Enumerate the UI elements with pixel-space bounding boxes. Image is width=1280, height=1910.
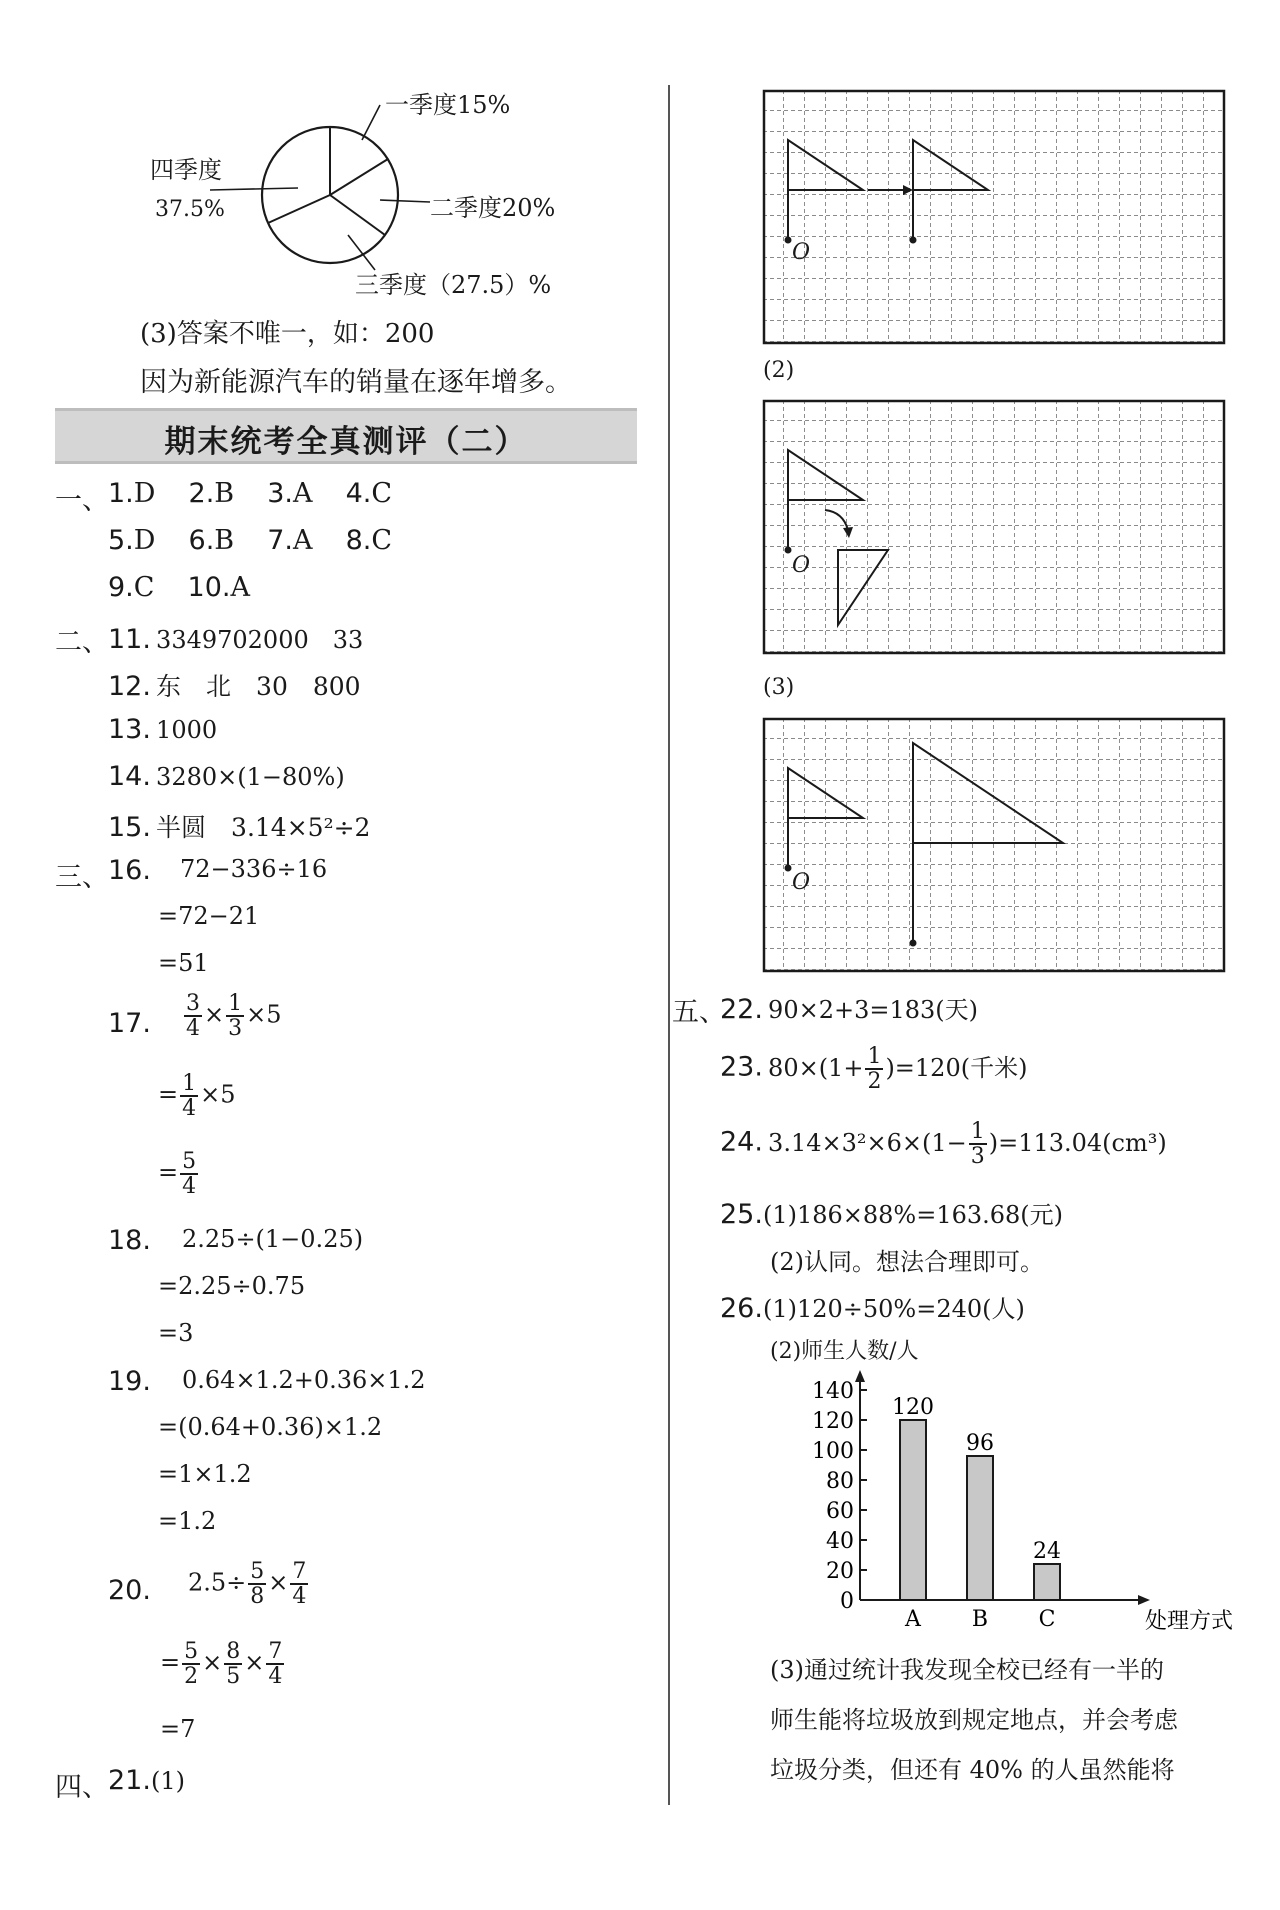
- answer: (1)186×88%=163.68(元): [762, 1201, 1064, 1229]
- q-number: 5.: [108, 525, 134, 556]
- bar-value-label: 120: [892, 1395, 934, 1420]
- q16-line2: =72−21: [158, 902, 260, 930]
- q19-number: 19.: [108, 1366, 151, 1397]
- y-tick-label: 100: [812, 1439, 854, 1464]
- q18-line3: =3: [158, 1319, 194, 1347]
- q14: [108, 761, 345, 792]
- q20-line1: 2.5÷ $\frac{5}{8}$ × $\frac{7}{4}$: [188, 1559, 307, 1610]
- grid3-label: (3): [763, 675, 795, 700]
- q26-part3-line2: 师生能将垃圾放到规定地点，并会考虑: [770, 1706, 1178, 1734]
- fraction: $\frac{1}{3}$: [228, 991, 243, 1042]
- grid2-label: (2): [763, 358, 795, 383]
- q17-line3: = $\frac{5}{4}$: [158, 1149, 197, 1200]
- pie-label-q4-name: 四季度: [150, 156, 222, 184]
- grid-translation: [763, 90, 1225, 344]
- section3-label: 三、: [55, 862, 109, 893]
- y-tick-label: 0: [840, 1589, 854, 1614]
- x-tick-label: B: [971, 1607, 989, 1632]
- q-number: 24.: [720, 1126, 763, 1158]
- q-number: 15.: [108, 812, 151, 843]
- q24: [720, 1120, 1167, 1168]
- q-number: 8.: [345, 525, 372, 556]
- answer: (1): [150, 1767, 185, 1795]
- q-number: 13.: [108, 714, 151, 745]
- grid2-origin: O: [792, 553, 811, 578]
- q-number: 23.: [720, 1051, 763, 1083]
- q17-line2: = $\frac{1}{4}$ ×5: [158, 1071, 236, 1122]
- grid-enlargement: [763, 718, 1225, 972]
- part3-reason: 因为新能源汽车的销量在逐年增多。: [140, 367, 572, 398]
- exam-title-banner: [55, 408, 637, 464]
- pie-label-q1: 一季度15%: [385, 91, 511, 119]
- q11: [108, 620, 363, 655]
- q-number: 4.: [345, 478, 372, 509]
- fraction: $\frac{8}{5}$: [226, 1639, 241, 1690]
- q19-line1: 0.64×1.2+0.36×1.2: [182, 1366, 426, 1394]
- answer: C: [371, 478, 393, 509]
- q-number: 1.: [108, 478, 134, 509]
- answer: B: [214, 525, 235, 556]
- fraction: $\frac{1}{3}$: [970, 1119, 985, 1170]
- x-axis-arrow: [1138, 1595, 1150, 1605]
- q15: [108, 808, 370, 844]
- answer: 东 北 30 800: [156, 672, 361, 701]
- q16-line1: 72−336÷16: [180, 855, 328, 883]
- q-number: 7.: [267, 525, 293, 556]
- q20-number: 20.: [108, 1575, 151, 1606]
- q16-number: 16.: [108, 855, 151, 886]
- q18-number: 18.: [108, 1225, 151, 1256]
- q26: [720, 1289, 1025, 1324]
- q-number: 22.: [720, 994, 763, 1025]
- bar-A: [900, 1420, 926, 1600]
- q18-line1: 2.25÷(1−0.25): [182, 1225, 364, 1253]
- y-tick-label: 20: [826, 1559, 854, 1584]
- y-axis-arrow: [855, 1370, 865, 1382]
- q17-line1: $\frac{3}{4}$ × $\frac{1}{3}$ ×5: [186, 991, 282, 1042]
- grid3-origin: O: [792, 870, 811, 895]
- q20-line3: =7: [160, 1715, 196, 1743]
- q19-line4: =1.2: [158, 1507, 217, 1535]
- fraction: $\frac{1}{2}$: [867, 1044, 882, 1095]
- q12: [108, 667, 361, 703]
- fraction: $\frac{3}{4}$: [186, 991, 200, 1042]
- y-tick-label: 120: [812, 1409, 854, 1434]
- section1-row-2: [108, 525, 392, 556]
- fraction: $\frac{7}{4}$: [292, 1559, 307, 1610]
- bar-value-label: 96: [966, 1431, 994, 1456]
- section1-label: 一、: [55, 485, 109, 516]
- q19-line3: =1×1.2: [158, 1460, 252, 1488]
- waste-handling-bar-chart: [790, 1370, 1234, 1640]
- answer: 3.14×3²×6×(1− $\frac{1}{3}$ )=113.04(cm³): [768, 1119, 1167, 1170]
- section4-label: 四、: [55, 1772, 109, 1803]
- q25-part2: (2)认同。想法合理即可。: [770, 1248, 1044, 1276]
- answer: 90×2+3=183(天): [768, 996, 978, 1024]
- grid-rotation: [763, 400, 1225, 654]
- q-number: 14.: [108, 761, 151, 792]
- answer: 3280×(1−80%): [156, 763, 345, 791]
- bar-C: [1034, 1564, 1060, 1600]
- q20-line2: = $\frac{5}{2}$ × $\frac{8}{5}$ × $\frac{7}{4}$: [160, 1639, 283, 1690]
- part3-answer: (3)答案不唯一，如：200: [140, 319, 435, 349]
- q-number: 26.: [720, 1293, 763, 1324]
- q13: [108, 714, 217, 745]
- q-number: 2.: [188, 478, 215, 509]
- answer: A: [292, 525, 313, 556]
- answer: C: [371, 525, 393, 556]
- x-axis-label: 处理方式: [1145, 1609, 1234, 1634]
- q21: [108, 1765, 185, 1796]
- answer: C: [133, 572, 155, 603]
- answer: D: [133, 478, 156, 509]
- q-number: 9.: [108, 572, 134, 603]
- q19-line2: =(0.64+0.36)×1.2: [158, 1413, 383, 1441]
- q26-part2-label: (2)师生人数/人: [770, 1339, 919, 1364]
- section1-row-1: [108, 478, 392, 509]
- x-tick-label: A: [905, 1607, 921, 1632]
- section1-row-3: [108, 572, 250, 603]
- section5-label: 五、: [672, 997, 726, 1028]
- fraction: $\frac{5}{4}$: [182, 1149, 197, 1200]
- answer: 80×(1+ $\frac{1}{2}$ )=120(千米): [768, 1044, 1028, 1095]
- fraction: $\frac{5}{2}$: [184, 1639, 199, 1690]
- column-divider: [668, 85, 670, 1805]
- q18-line2: =2.25÷0.75: [158, 1272, 306, 1300]
- q-number: 6.: [188, 525, 215, 556]
- answer: (1)120÷50%=240(人): [762, 1295, 1025, 1323]
- q-number: 12.: [108, 671, 151, 702]
- q23: [720, 1045, 1027, 1093]
- bar-value-label: 24: [1033, 1539, 1061, 1564]
- fraction: $\frac{7}{4}$: [268, 1639, 283, 1690]
- q16-line3: =51: [158, 949, 209, 977]
- q-number: 21.: [108, 1765, 151, 1796]
- y-tick-label: 80: [826, 1469, 854, 1494]
- x-tick-label: C: [1038, 1607, 1056, 1632]
- exam-title: 期末统考全真测评（二）: [164, 424, 528, 460]
- q-number: 25.: [720, 1199, 763, 1230]
- grid1-origin: O: [792, 240, 811, 265]
- q17-number: 17.: [108, 1008, 151, 1039]
- answer: B: [214, 478, 235, 509]
- y-tick-label: 60: [826, 1499, 854, 1524]
- bar-B: [967, 1456, 993, 1600]
- y-tick-label: 40: [826, 1529, 854, 1554]
- answer: A: [292, 478, 313, 509]
- q22: [720, 990, 978, 1025]
- answer: D: [133, 525, 156, 556]
- answer: 3349702000 33: [156, 626, 364, 654]
- pie-label-q3: 三季度（27.5）%: [355, 271, 552, 299]
- q-number: 11.: [108, 624, 151, 655]
- pie-label-q2: 二季度20%: [430, 194, 556, 222]
- fraction: $\frac{5}{8}$: [250, 1559, 265, 1610]
- y-tick-label: 140: [812, 1379, 854, 1404]
- q-number: 10.: [187, 572, 231, 603]
- q26-part3-line3: 垃圾分类，但还有 40% 的人虽然能将: [770, 1756, 1175, 1784]
- section2-label: 二、: [55, 627, 109, 658]
- q25: [720, 1195, 1063, 1230]
- pie-label-q4-pct: 37.5%: [155, 197, 225, 222]
- answer: 1000: [156, 716, 218, 744]
- answer: 半圆 3.14×5²÷2: [156, 813, 371, 842]
- q-number: 3.: [267, 478, 293, 509]
- answer: A: [230, 572, 250, 603]
- q26-part3-line1: (3)通过统计我发现全校已经有一半的: [770, 1656, 1164, 1684]
- fraction: $\frac{1}{4}$: [182, 1071, 197, 1122]
